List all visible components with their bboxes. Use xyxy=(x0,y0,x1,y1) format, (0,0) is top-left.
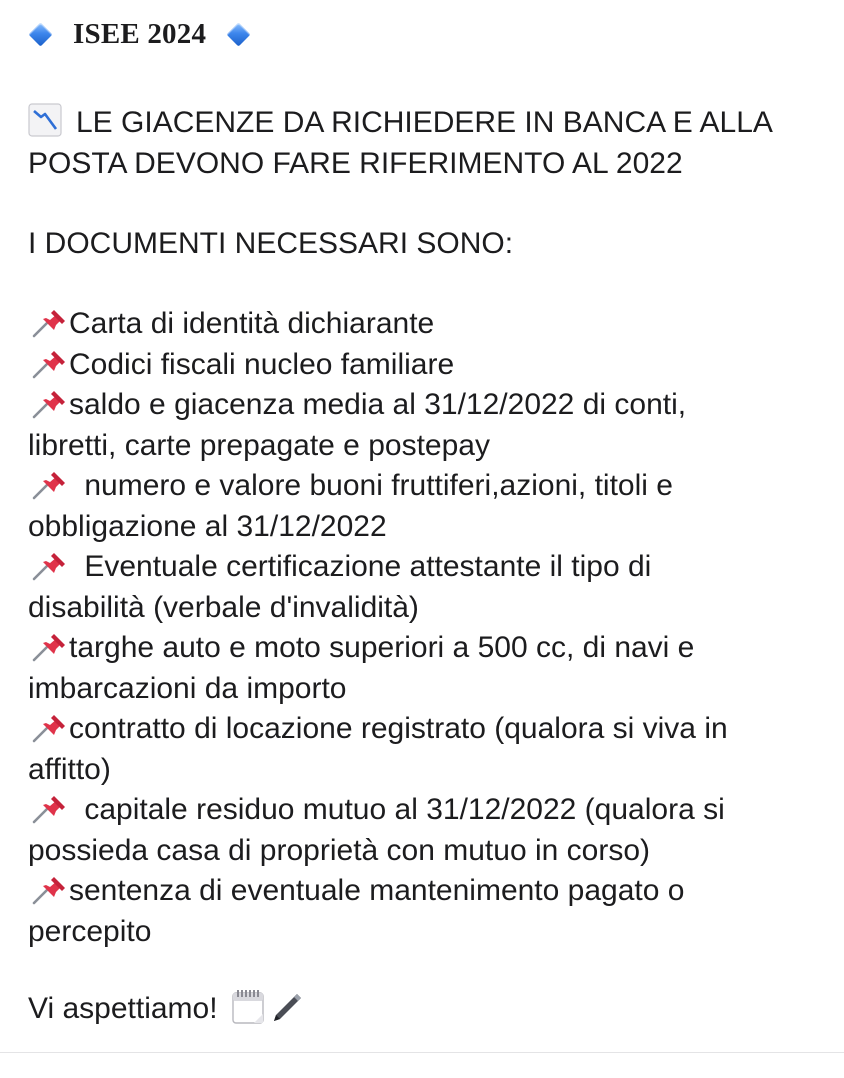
list-item-continuation: affitto) xyxy=(28,752,111,786)
heading-line: LE GIACENZE DA RICHIEDERE IN BANCA E ALLA xyxy=(28,103,773,144)
pushpin-icon xyxy=(28,346,68,380)
post-divider xyxy=(0,1052,844,1053)
pushpin-icon xyxy=(28,872,68,906)
list-item: capitale residuo mutuo al 31/12/2022 (qualora si xyxy=(28,790,728,831)
list-item-continuation: obbligazione al 31/12/2022 xyxy=(28,509,387,543)
post-title-line xyxy=(32,14,247,54)
closing-line xyxy=(28,988,304,1030)
documents-list xyxy=(28,304,728,952)
list-item-continuation: disabilità (verbale d'invalidità) xyxy=(28,590,419,624)
pushpin-icon xyxy=(28,710,68,744)
list-item-continuation: percepito xyxy=(28,914,152,948)
list-item-continuation: libretti, carte prepagate e postepay xyxy=(28,428,490,462)
heading-block xyxy=(28,103,773,184)
closing-text: Vi aspettiamo! xyxy=(28,992,218,1025)
list-item-continuation: imbarcazioni da importo xyxy=(28,671,347,705)
blue-diamond-icon xyxy=(28,22,52,46)
pushpin-icon xyxy=(28,791,68,825)
pen-icon xyxy=(268,990,304,1026)
list-item: Carta di identità dichiarante xyxy=(28,304,728,345)
chart-decreasing-icon xyxy=(28,103,62,137)
documents-intro: I DOCUMENTI NECESSARI SONO: xyxy=(28,227,514,260)
list-item: targhe auto e moto superiori a 500 cc, di navi e xyxy=(28,628,728,669)
post-title: ISEE 2024 xyxy=(73,17,207,50)
list-item: contratto di locazione registrato (qualora si viva in xyxy=(28,709,728,750)
list-item: Codici fiscali nucleo familiare xyxy=(28,345,728,386)
pushpin-icon xyxy=(28,548,68,582)
list-item: saldo e giacenza media al 31/12/2022 di conti, xyxy=(28,385,728,426)
calendar-icon xyxy=(230,988,266,1026)
heading-line: POSTA DEVONO FARE RIFERIMENTO AL 2022 xyxy=(28,146,683,180)
pushpin-icon xyxy=(28,629,68,663)
list-item: sentenza di eventuale mantenimento pagato o xyxy=(28,871,728,912)
blue-diamond-icon xyxy=(227,22,251,46)
list-item-continuation: possieda casa di proprietà con mutuo in corso) xyxy=(28,833,651,867)
pushpin-icon xyxy=(28,305,68,339)
pushpin-icon xyxy=(28,386,68,420)
list-item: Eventuale certificazione attestante il tipo di xyxy=(28,547,728,588)
pushpin-icon xyxy=(28,467,68,501)
list-item: numero e valore buoni fruttiferi,azioni, titoli e xyxy=(28,466,728,507)
